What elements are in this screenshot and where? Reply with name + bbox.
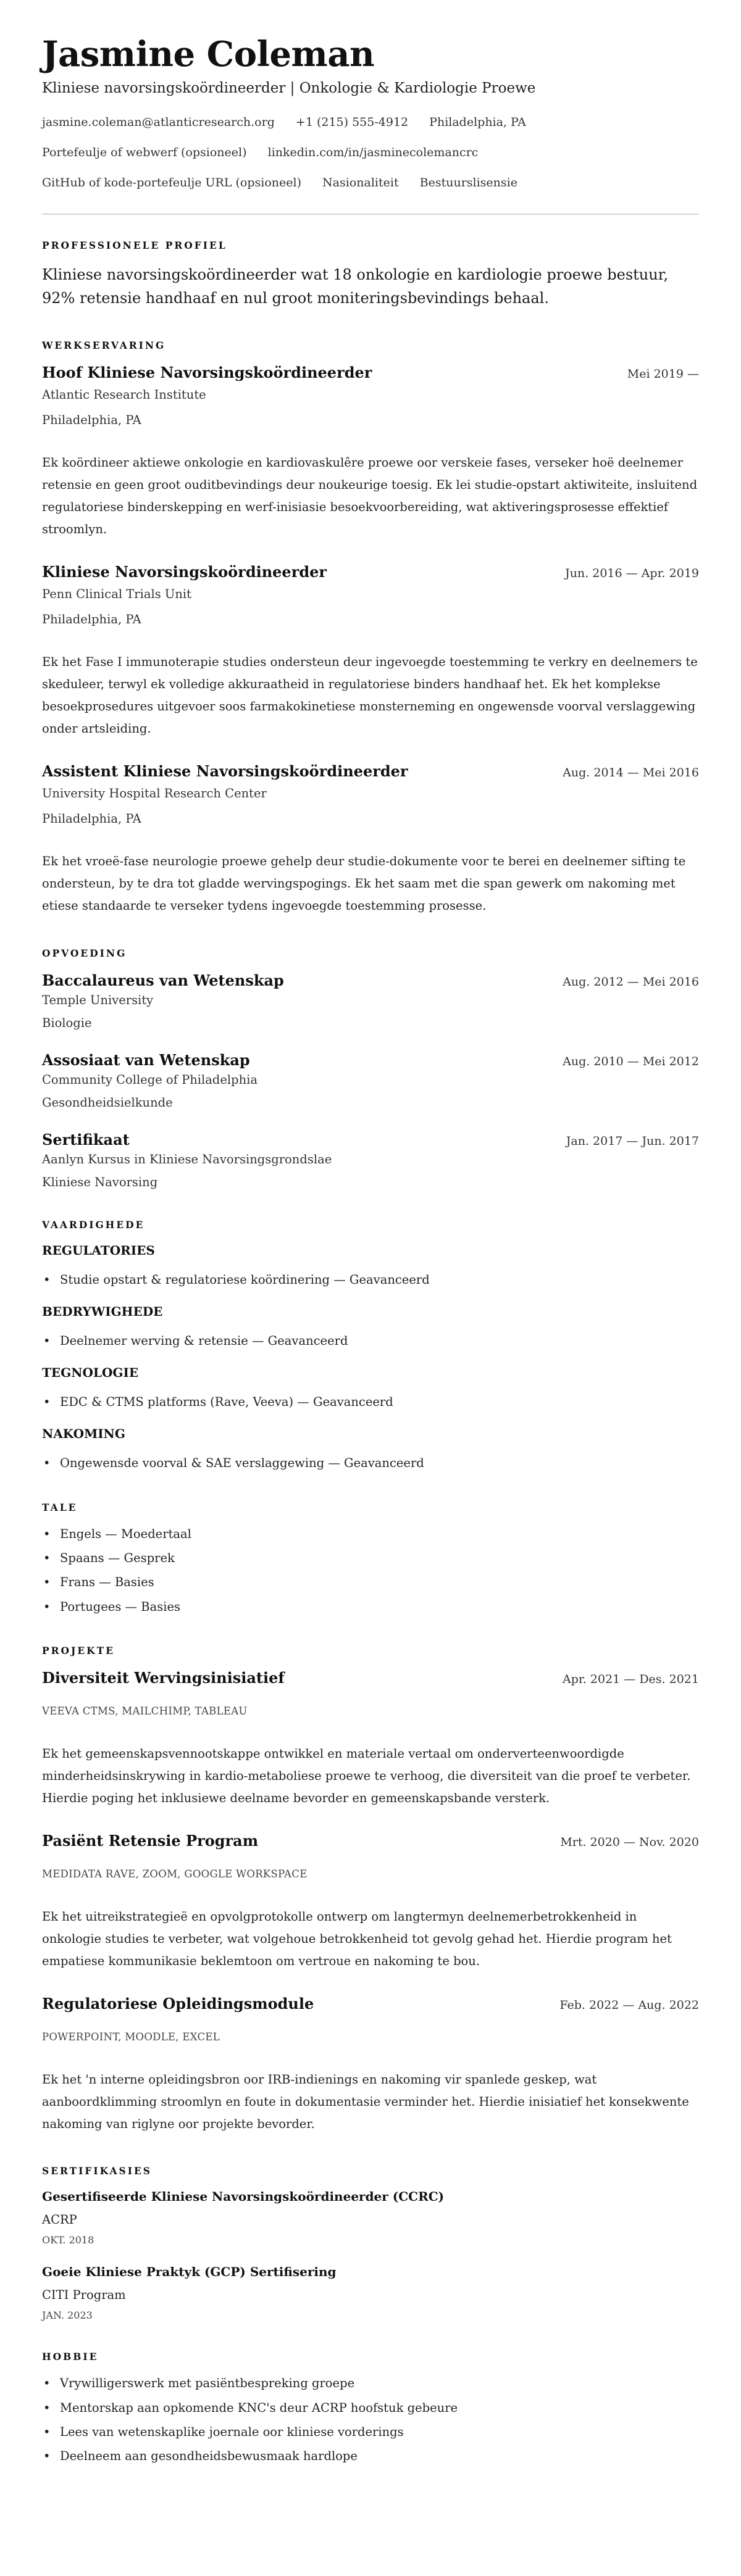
hobby-item: • Vrywilligerswerk met pasiëntbespreking groepe	[42, 2375, 699, 2391]
skill-category: NAKOMING	[42, 1426, 125, 1442]
skill-category: REGULATORIES	[42, 1242, 155, 1258]
education-item	[42, 971, 699, 1030]
project-item	[42, 1832, 699, 1972]
certification-item	[42, 2264, 699, 2321]
section-title: HOBBIE	[42, 2351, 99, 2363]
candidate-tagline: Kliniese navorsingskoördineerder | Onkologie & Kardiologie Proewe	[42, 80, 536, 97]
job-location: Philadelphia, PA	[42, 412, 141, 427]
section-title: PROFESSIONELE PROFIEL	[42, 239, 227, 252]
school: Temple University	[42, 992, 154, 1007]
project-dates: Mrt. 2020 — Nov. 2020	[560, 1835, 699, 1850]
job-location: Philadelphia, PA	[42, 812, 141, 826]
resume-header	[42, 35, 699, 190]
github-link[interactable]: GitHub of kode-portefeulje URL (opsioneel)	[42, 175, 301, 189]
phone-text: +1 (215) 555-4912	[295, 115, 409, 130]
contact-row-1	[42, 115, 699, 130]
degree: Baccalaureus van Wetenskap	[42, 971, 284, 989]
project-tech-stack: POWERPOINT, MOODLE, EXCEL	[42, 2031, 220, 2043]
skill-list	[42, 1455, 699, 1471]
contact-row-3	[42, 175, 699, 191]
hobby-item: • Lees van wetenskaplike joernale oor kliniese vorderings	[42, 2424, 699, 2440]
job-title: Hoof Kliniese Navorsingskoördineerder	[42, 363, 372, 381]
drivers-license-text: Bestuurslisensie	[419, 175, 517, 189]
certifications-section	[42, 2165, 699, 2321]
skill-item: • Deelnemer werving & retensie — Geavanceerd	[42, 1332, 699, 1349]
skill-list	[42, 1271, 699, 1288]
project-item	[42, 1995, 699, 2135]
field-of-study: Kliniese Navorsing	[42, 1174, 158, 1189]
certification-date: OKT. 2018	[42, 2234, 94, 2246]
language-item: • Spaans — Gesprek	[42, 1550, 699, 1566]
section-title: PROJEKTE	[42, 1644, 115, 1656]
project-title: Diversiteit Wervingsinisiatief	[42, 1668, 285, 1687]
job-location: Philadelphia, PA	[42, 612, 141, 627]
project-description: Ek het gemeenskapsvennootskappe ontwikkel en materiale vertaal om onderverteenwoordigde minderheidsinskrywing in kardio-metaboliese proewe te verhoog, die diversiteit van die proef te verbeter. Hierdie poging het inklusiewe deelname bevorder en gemeenskapsbande versterk.	[42, 1746, 691, 1806]
project-tech-stack: VEEVA CTMS, MAILCHIMP, TABLEAU	[42, 1705, 248, 1717]
job-dates: Jun. 2016 — Apr. 2019	[565, 567, 699, 581]
project-description: Ek het uitreikstrategieë en opvolgprotokolle ontwerp om langtermyn deelnemerbetrokkenheid in onkologie studies te verbeter, wat volgehoue betrokkenheid tot gevolg gehad het. Hierdie program het empatiese kommunikasie beklemtoon om vertroue en nakoming te bou.	[42, 1909, 672, 1969]
skill-list	[42, 1394, 699, 1410]
job-description: Ek koördineer aktiewe onkologie en kardiovaskulêre proewe oor verskeie fases, verseker hoë deelnemer retensie en geen groot ouditbevindings deur noukeurige toesig. Ek lei studie-opstart aktiwiteite, insluitend regulatoriese binderskepping en werf-inisiasie besoekvoorbereiding, wat aktiveringsprosesse effektief stroomlyn.	[42, 455, 698, 537]
project-title: Regulatoriese Opleidingsmodule	[42, 1995, 314, 2013]
projects-section	[42, 1645, 699, 2136]
skill-item: • Studie opstart & regulatoriese koördinering — Geavanceerd	[42, 1271, 699, 1288]
certification-item	[42, 2189, 699, 2246]
certification-date: JAN. 2023	[42, 2309, 93, 2322]
hobby-list	[42, 2375, 699, 2464]
section-title: WERKSERVARING	[42, 339, 166, 351]
certification-issuer: ACRP	[42, 2212, 77, 2227]
job-dates: Mei 2019 —	[627, 367, 699, 381]
project-item	[42, 1669, 699, 1809]
skill-item: • Ongewensde voorval & SAE verslaggewing — Geavanceerd	[42, 1455, 699, 1471]
hobby-item: • Deelneem aan gesondheidsbewusmaak hardlope	[42, 2448, 699, 2464]
hobbies-section	[42, 2351, 699, 2464]
section-title: VAARDIGHEDE	[42, 1218, 145, 1231]
portfolio-link[interactable]: Portefeulje of webwerf (opsioneel)	[42, 146, 247, 160]
degree: Assosiaat van Wetenskap	[42, 1050, 250, 1069]
contact-row-2	[42, 145, 699, 160]
language-list	[42, 1526, 699, 1615]
candidate-name: Jasmine Coleman	[42, 34, 375, 75]
school: Aanlyn Kursus in Kliniese Navorsingsgrondslae	[42, 1152, 332, 1166]
profile-section	[42, 239, 699, 309]
skills-section	[42, 1219, 699, 1472]
employer: University Hospital Research Center	[42, 786, 267, 801]
education-item	[42, 1051, 699, 1110]
section-title: OPVOEDING	[42, 947, 127, 959]
job-description: Ek het vroeë-fase neurologie proewe gehelp deur studie-dokumente voor te berei en deelnemer sifting te ondersteun, by te dra tot gladde wervingspogings. Ek het saam met die span gewerk om nakoming met etiese standaarde te verseker tydens ingevoegde toestemming prosesse.	[42, 854, 686, 913]
project-description: Ek het 'n interne opleidingsbron oor IRB-indienings en nakoming vir spanlede geskep, wat aanboordklimming stroomlyn en foute in dokumentasie verminder het. Hierdie inisiatief het konsekwente nakoming van riglyne oor projekte bevorder.	[42, 2072, 689, 2132]
skill-item: • EDC & CTMS platforms (Rave, Veeva) — Geavanceerd	[42, 1394, 699, 1410]
certification-name: Gesertifiseerde Kliniese Navorsingskoördineerder (CCRC)	[42, 2189, 445, 2204]
experience-item	[42, 563, 699, 740]
experience-item	[42, 762, 699, 917]
education-dates: Jan. 2017 — Jun. 2017	[566, 1134, 699, 1148]
certification-issuer: CITI Program	[42, 2288, 126, 2303]
language-item: • Frans — Basies	[42, 1574, 699, 1590]
language-item: • Engels — Moedertaal	[42, 1526, 699, 1542]
degree: Sertifikaat	[42, 1130, 130, 1149]
linkedin-link[interactable]: linkedin.com/in/jasminecolemancrc	[267, 146, 479, 160]
field-of-study: Biologie	[42, 1015, 92, 1030]
section-title: SERTIFIKASIES	[42, 2165, 152, 2177]
skill-list	[42, 1332, 699, 1349]
education-dates: Aug. 2010 — Mei 2012	[563, 1054, 699, 1068]
job-title: Assistent Kliniese Navorsingskoördineerder	[42, 762, 408, 781]
section-title: TALE	[42, 1501, 78, 1513]
education-item	[42, 1131, 699, 1189]
skill-category: BEDRYWIGHEDE	[42, 1303, 163, 1319]
job-dates: Aug. 2014 — Mei 2016	[563, 766, 699, 780]
languages-section	[42, 1502, 699, 1615]
hobby-item: • Mentorskap aan opkomende KNC's deur ACRP hoofstuk gebeure	[42, 2399, 699, 2416]
project-dates: Apr. 2021 — Des. 2021	[562, 1672, 699, 1686]
project-tech-stack: MEDIDATA RAVE, ZOOM, GOOGLE WORKSPACE	[42, 1868, 308, 1880]
experience-section	[42, 339, 699, 918]
education-section	[42, 947, 699, 1189]
experience-item	[42, 364, 699, 541]
nationality-text: Nasionaliteit	[322, 175, 399, 189]
job-description: Ek het Fase I immunoterapie studies ondersteun deur ingevoegde toestemming te verkry en deelnemers te skeduleer, terwyl ek volledige akkuraatheid in regulatoriese binders handhaaf het. Ek het komplekse besoekprosedures uitgevoer soos farmakokinetiese monsterneming en ongewensde voorval verslaggewing onder artsleiding.	[42, 655, 698, 736]
project-dates: Feb. 2022 — Aug. 2022	[559, 1998, 699, 2013]
education-dates: Aug. 2012 — Mei 2016	[563, 974, 699, 989]
profile-summary: Kliniese navorsingskoördineerder wat 18 onkologie en kardiologie proewe bestuur, 92% retensie handhaaf en nul groot moniteringsbevindings behaal.	[42, 266, 669, 307]
language-item: • Portugees — Basies	[42, 1598, 699, 1615]
header-divider	[42, 214, 699, 215]
certification-name: Goeie Kliniese Praktyk (GCP) Sertifisering	[42, 2264, 337, 2280]
project-title: Pasiënt Retensie Program	[42, 1832, 259, 1850]
job-title: Kliniese Navorsingskoördineerder	[42, 563, 327, 581]
location-text: Philadelphia, PA	[429, 115, 526, 130]
employer: Atlantic Research Institute	[42, 387, 206, 402]
email-link[interactable]: jasmine.coleman@atlanticresearch.org	[42, 115, 275, 130]
school: Community College of Philadelphia	[42, 1072, 258, 1087]
skill-category: TEGNOLOGIE	[42, 1365, 139, 1381]
employer: Penn Clinical Trials Unit	[42, 587, 191, 602]
field-of-study: Gesondheidsielkunde	[42, 1095, 173, 1110]
